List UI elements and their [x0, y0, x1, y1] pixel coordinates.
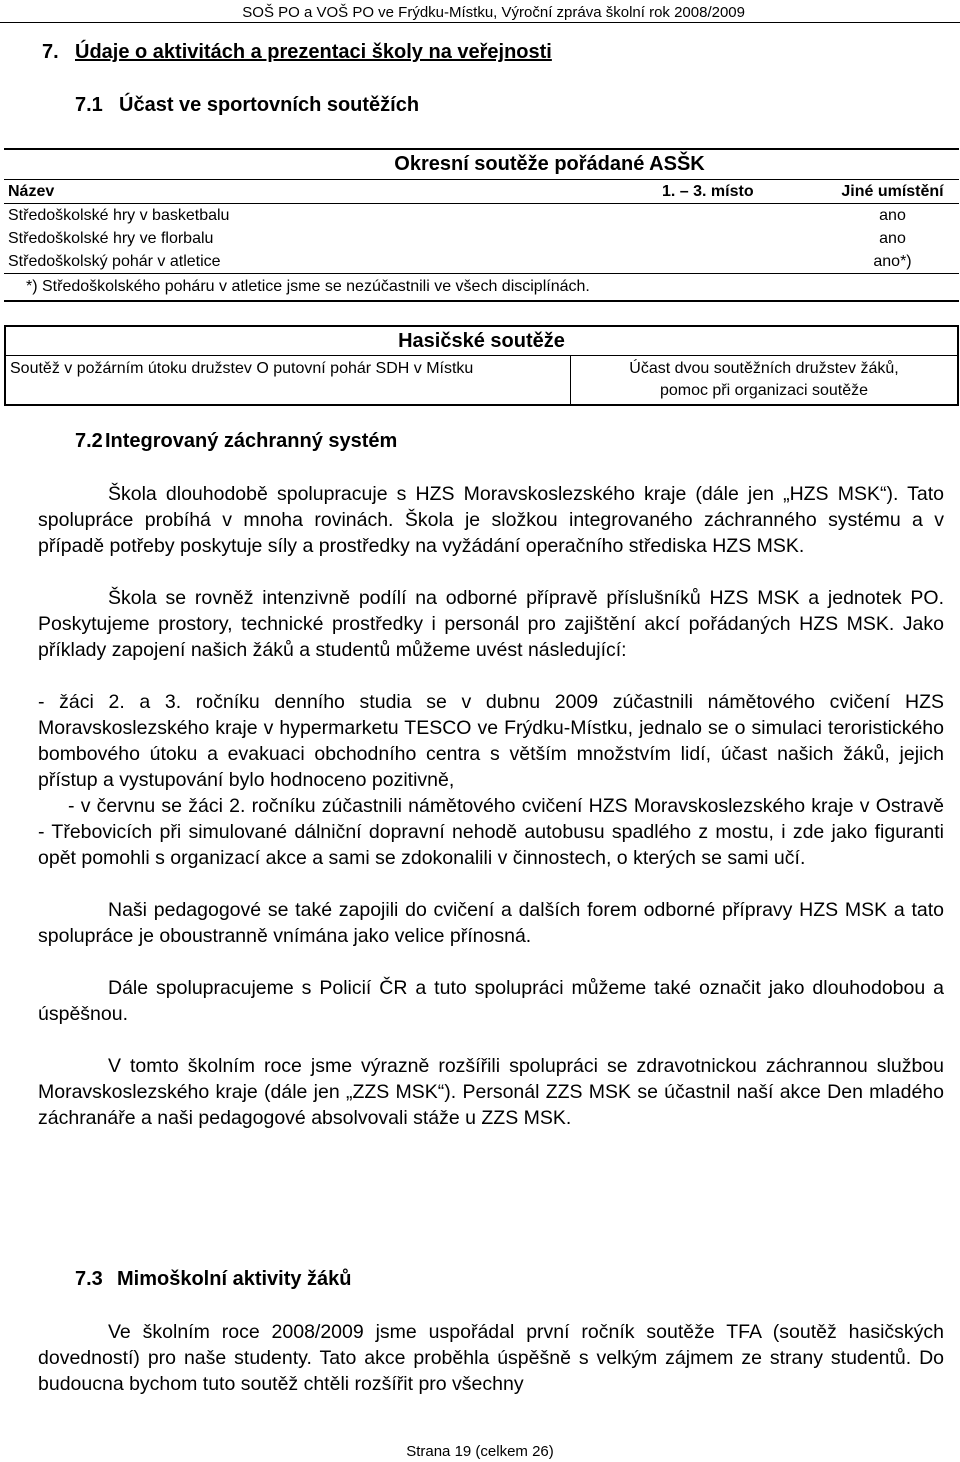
table-row — [5, 356, 958, 406]
section-72-heading — [75, 430, 397, 453]
row-name: Středoškolské hry ve florbalu — [8, 230, 214, 247]
section-72-title: Integrovaný záchranný systém — [105, 430, 398, 452]
table-row — [4, 204, 959, 228]
paragraph: Škola dlouhodobě spolupracuje s HZS Moravskoslezského kraje (dále jen „HZS MSK“). Tato spolupráce probíhá v mnoha rovinách. Škola je složkou integrovaného záchranného systému a v případě potřeby poskytuje síly a prostředky na vyžádání operačního střediska HZS MSK. — [38, 483, 944, 557]
sports-table-caption: Okresní soutěže pořádané ASŠK — [4, 149, 959, 180]
section-7-number: 7. — [42, 41, 59, 63]
section-71-number: 7.1 — [75, 94, 103, 116]
paragraph: Dále spolupracujeme s Policií ČR a tuto spolupráci můžeme také označit jako dlouhodobou a úspěšnou. — [38, 977, 944, 1025]
sports-table-header — [4, 180, 959, 204]
section-7-title: Údaje o aktivitách a prezentaci školy na veřejnosti — [75, 41, 552, 63]
running-header: SOŠ PO a VOŠ PO ve Frýdku-Místku, Výroční zpráva školní rok 2008/2009 — [242, 4, 745, 21]
row-other: ano — [879, 230, 906, 247]
row-top3 — [542, 250, 826, 274]
column-header-other: Jiné umístění — [826, 180, 959, 204]
fire-result-line-2: pomoc při organizaci soutěže — [659, 382, 869, 399]
table-row — [4, 250, 959, 274]
sports-table-note: *) Středoškolského poháru v atletice jsme se nezúčastnili ve všech disciplínách. — [4, 274, 959, 302]
list-item: - v červnu se žáci 2. ročníku zúčastnili námětového cvičení HZS Moravskoslezského kraje v Ostravě - Třebovicích při simulované dálniční dopravní nehodě autobusu spadlého z mostu, i zde jako figuranti opět pomohli s organizací akce a sami se zdokonalili v činnostech, o kterých se sami učí. — [38, 795, 944, 869]
sports-competitions-table — [4, 148, 959, 302]
row-top3 — [542, 227, 826, 250]
section-73-heading — [75, 1268, 352, 1291]
fire-competition-name: Soutěž v požárním útoku družstev O putovní pohár SDH v Místku — [5, 356, 571, 406]
table-row — [4, 227, 959, 250]
section-73-body — [38, 1319, 944, 1397]
paragraph: Ve školním roce 2008/2009 jsme uspořádal první ročník soutěže TFA (soutěž hasičských dovedností) pro naše studenty. Tato akce proběhla úspěšně s velkým zájmem ze strany studentů. Do budoucna bychom tuto soutěž chtěli rozšířit pro všechny — [38, 1321, 944, 1395]
fire-competitions-table — [4, 325, 959, 406]
list-item: - žáci 2. a 3. ročníku denního studia se v dubnu 2009 zúčastnili námětového cvičení HZS Moravskoslezského kraje v hypermarketu TESCO ve Frýdku-Místku, jednalo se o simulaci teroristického bombového útoku a evakuaci obchodního centra s větším množstvím lidí, účast našich žáků, jejich přístup a vystupování bylo hodnoceno pozitivně, — [38, 691, 944, 791]
page-number: Strana 19 (celkem 26) — [406, 1443, 554, 1460]
paragraph: Naši pedagogové se také zapojili do cvičení a dalších forem odborné přípravy HZS MSK a tato spolupráce je oboustranně vnímána jako velice přínosná. — [38, 899, 944, 947]
paragraph: Škola se rovněž intenzivně podílí na odborné přípravě příslušníků HZS MSK a jednotek PO. Poskytujeme prostory, technické prostředky i personál pro zajištění akcí pořádaných HZS MSK. Jako příklady zapojení našich žáků a studentů můžeme uvést následující: — [38, 587, 944, 661]
section-72-body — [38, 481, 944, 1131]
section-71-title: Účast ve sportovních soutěžích — [119, 94, 420, 116]
fire-competition-result — [571, 356, 959, 406]
column-header-top3: 1. – 3. místo — [542, 180, 826, 204]
section-73-number: 7.3 — [75, 1268, 103, 1290]
section-7-heading — [42, 41, 552, 64]
section-71-heading — [75, 94, 419, 117]
section-73-title: Mimoškolní aktivity žáků — [117, 1268, 352, 1290]
row-name: Středoškolské hry v basketbalu — [8, 207, 230, 224]
fire-table-caption: Hasičské soutěže — [5, 326, 958, 356]
row-other: ano*) — [826, 250, 959, 274]
row-name: Středoškolský pohár v atletice — [4, 250, 542, 274]
row-other: ano — [879, 207, 906, 224]
fire-result-line-1: Účast dvou soutěžních družstev žáků, — [629, 360, 899, 377]
header-divider — [0, 22, 960, 23]
paragraph: V tomto školním roce jsme výrazně rozšířili spolupráci se zdravotnickou záchrannou službou Moravskoslezského kraje (dále jen „ZZS MSK“). Personál ZZS MSK se účastnil naší akce Den mladého záchranáře a naši pedagogové absolvovali stáže u ZZS MSK. — [38, 1055, 944, 1129]
column-header-name: Název — [4, 180, 542, 204]
section-72-number: 7.2 — [75, 430, 103, 452]
row-top3 — [542, 204, 826, 228]
